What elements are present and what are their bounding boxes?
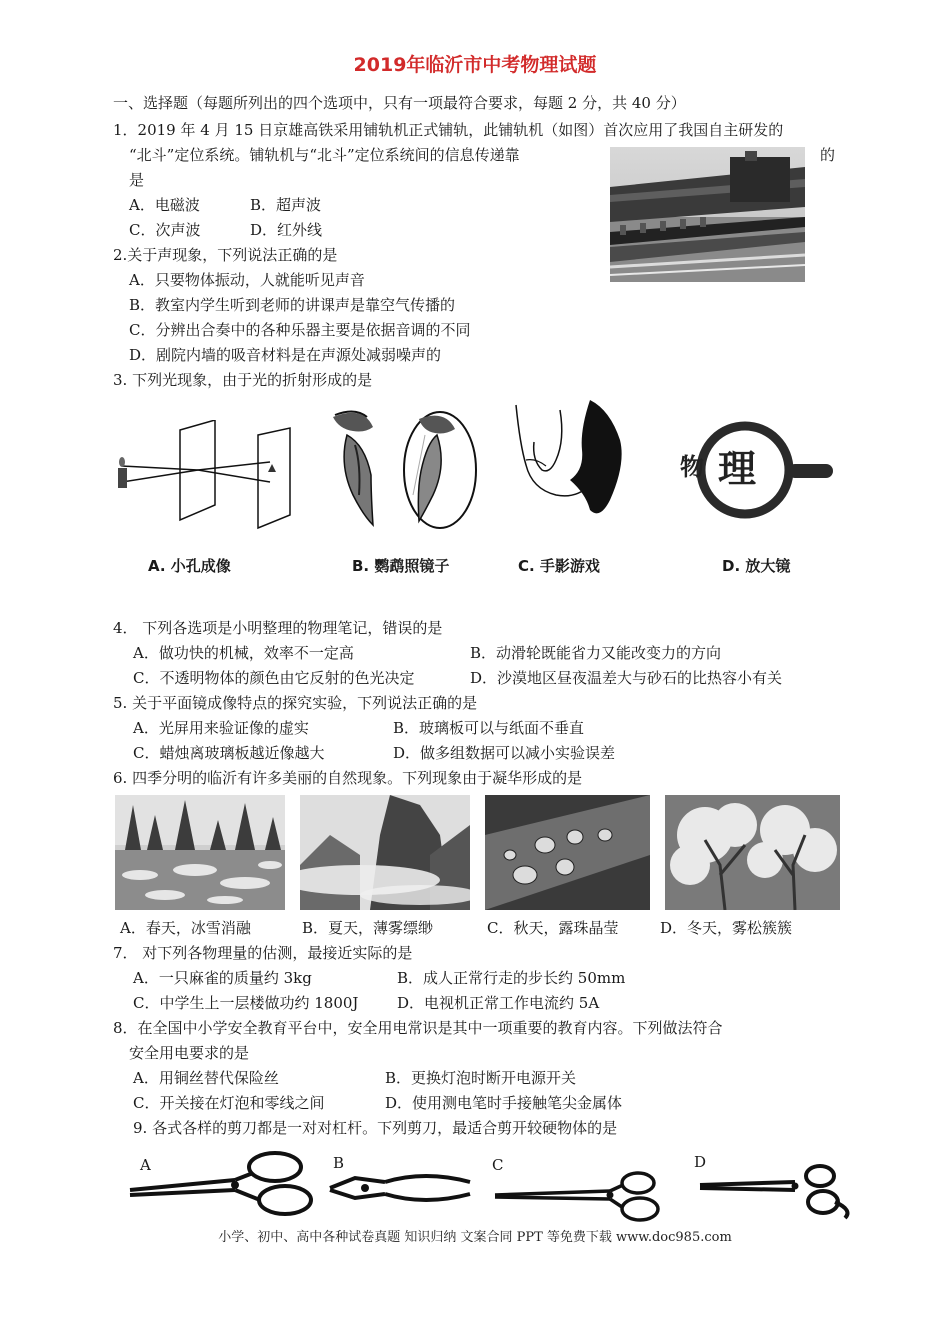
magnifier-label-wu: 物 — [680, 453, 704, 481]
q2-option-a: A．只要物体振动，人就能听见声音 — [129, 271, 365, 289]
q5-stem: 5. 关于平面镜成像特点的探究实验，下列说法正确的是 — [113, 694, 478, 712]
q3-caption-c: C. 手影游戏 — [518, 557, 600, 575]
q4-option-c: C．不透明物体的颜色由它反射的色光决定 — [133, 669, 415, 687]
q1-option-a: A．电磁波 — [129, 196, 200, 214]
winter-rime-photo — [665, 795, 840, 910]
q4-stem: 4． 下列各选项是小明整理的物理笔记，错误的是 — [113, 619, 443, 637]
q6-option-c: C．秋天，露珠晶莹 — [487, 919, 619, 937]
q3-caption-a: A. 小孔成像 — [148, 557, 231, 575]
q5-option-b: B．玻璃板可以与纸面不垂直 — [393, 719, 585, 737]
spring-ice-melting-photo — [115, 795, 285, 910]
page-title: 2019年临沂市中考物理试题 — [353, 54, 597, 76]
q4-option-d: D．沙漠地区昼夜温差大与砂石的比热容小有关 — [470, 669, 783, 687]
q8-option-b: B．更换灯泡时断开电源开关 — [385, 1069, 577, 1087]
q4-option-a: A．做功快的机械，效率不一定高 — [133, 644, 354, 662]
q8-option-c: C．开关接在灯泡和零线之间 — [133, 1094, 325, 1112]
q9-label-d: D — [694, 1153, 707, 1171]
q7-option-b: B．成人正常行走的步长约 50mm — [397, 969, 626, 987]
scissors-a-icon — [125, 1145, 320, 1225]
section-header: 一、选择题（每题所列出的四个选项中，只有一项最符合要求，每题 2 分，共 40 分） — [113, 94, 686, 112]
scissors-c-icon — [490, 1165, 680, 1225]
scissors-d-icon — [695, 1160, 855, 1220]
q4-option-b: B．动滑轮既能省力又能改变力的方向 — [470, 644, 722, 662]
q8-option-d: D．使用测电笔时手接触笔尖金属体 — [385, 1094, 623, 1112]
q3-caption-b: B. 鹦鹉照镜子 — [352, 557, 450, 575]
q2-stem: 2.关于声现象，下列说法正确的是 — [113, 246, 338, 264]
q1-stem-line1: 1．2019 年 4 月 15 日京雄高铁采用铺轨机正式铺轨，此铺轨机（如图）首次应用了我国自主研发的 — [113, 121, 784, 139]
q2-option-d: D．剧院内墙的吸音材料是在声源处减弱噪声的 — [129, 346, 442, 364]
q6-stem: 6. 四季分明的临沂有许多美丽的自然现象。下列现象由于凝华形成的是 — [113, 769, 583, 787]
q8-stem-line2: 安全用电要求的是 — [129, 1044, 250, 1062]
q1-option-b: B．超声波 — [250, 196, 322, 214]
q3-stem: 3. 下列光现象，由于光的折射形成的是 — [113, 371, 373, 389]
q6-option-a: A．春天，冰雪消融 — [120, 919, 251, 937]
q9-stem: 9. 各式各样的剪刀都是一对对杠杆。下列剪刀，最适合剪开较硬物体的是 — [133, 1119, 618, 1137]
scissors-b-icon — [325, 1160, 475, 1215]
q6-option-b: B．夏天，薄雾缥缈 — [302, 919, 434, 937]
pinhole-imaging-figure — [110, 420, 305, 530]
parrot-mirror-figure — [325, 405, 480, 530]
q8-option-a: A．用铜丝替代保险丝 — [133, 1069, 279, 1087]
q5-option-c: C．蜡烛离玻璃板越近像越大 — [133, 744, 325, 762]
q7-stem: 7． 对下列各物理量的估测，最接近实际的是 — [113, 944, 413, 962]
q2-option-b: B．教室内学生听到老师的讲课声是靠空气传播的 — [129, 296, 456, 314]
magnifier-figure — [680, 420, 840, 525]
hand-shadow-figure — [510, 400, 630, 530]
q9-label-a: A — [140, 1156, 151, 1174]
q9-label-c: C — [492, 1156, 504, 1174]
q1-stem-line2-end: 的 — [820, 146, 836, 164]
q7-option-c: C．中学生上一层楼做功约 1800J — [133, 994, 359, 1012]
q1-option-d: D．红外线 — [250, 221, 323, 239]
q9-label-b: B — [333, 1154, 345, 1172]
summer-mist-photo — [300, 795, 470, 910]
q8-stem-line1: 8．在全国中小学安全教育平台中，安全用电常识是其中一项重要的教育内容。下列做法符合 — [113, 1019, 723, 1037]
autumn-dew-photo — [485, 795, 650, 910]
q5-option-a: A．光屏用来验证像的虚实 — [133, 719, 309, 737]
q1-option-c: C．次声波 — [129, 221, 201, 239]
track-laying-machine-photo — [610, 147, 805, 282]
q2-option-c: C．分辨出合奏中的各种乐器主要是依据音调的不同 — [129, 321, 471, 339]
q7-option-a: A．一只麻雀的质量约 3kg — [133, 969, 312, 987]
q1-stem-line2: “北斗”定位系统。铺轨机与“北斗”定位系统间的信息传递靠 — [129, 146, 520, 164]
page-footer: 小学、初中、高中各种试卷真题 知识归纳 文案合同 PPT 等免费下载 www.doc985.com — [218, 1230, 732, 1245]
q3-caption-d: D. 放大镜 — [722, 557, 791, 575]
magnifier-label-li: 理 — [718, 447, 757, 491]
q7-option-d: D．电视机正常工作电流约 5A — [397, 994, 600, 1012]
q6-option-d: D．冬天，雾松簇簇 — [660, 919, 793, 937]
q1-stem-line3: 是 — [129, 171, 145, 189]
q5-option-d: D．做多组数据可以减小实验误差 — [393, 744, 616, 762]
